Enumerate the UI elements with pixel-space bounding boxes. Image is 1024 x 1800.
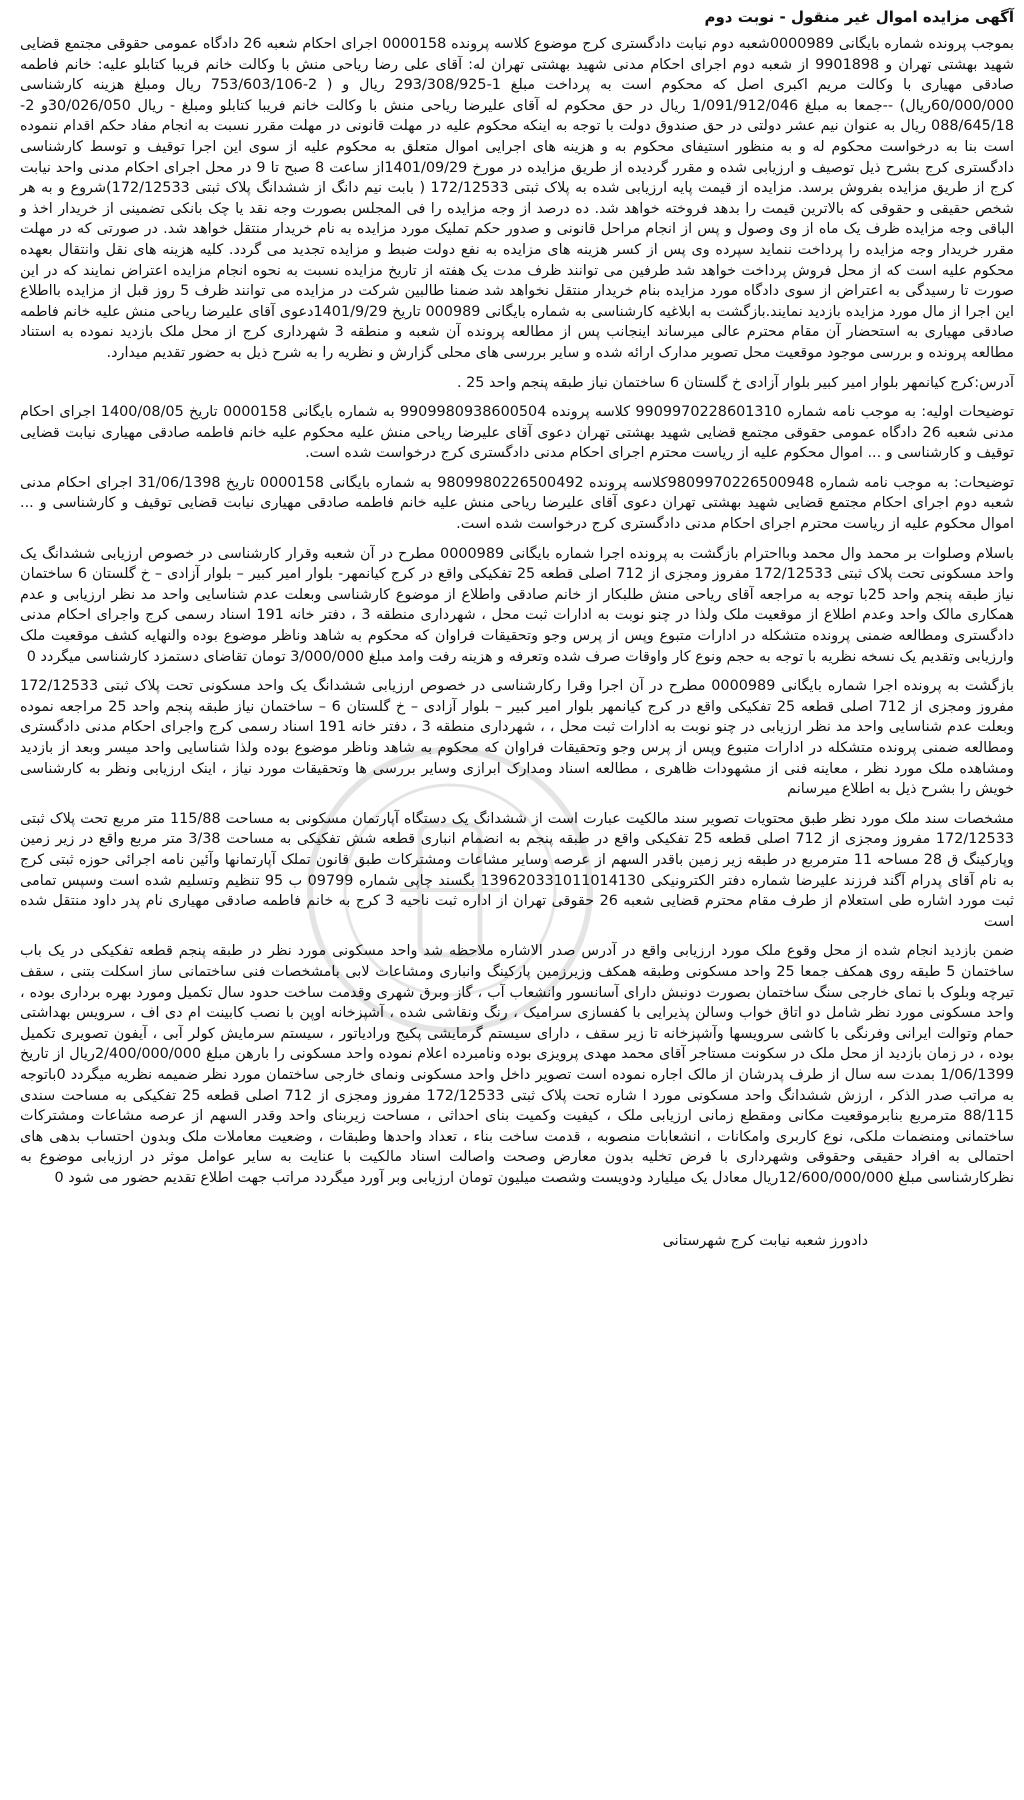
paragraph-notes: توضیحات: به موجب نامه شماره 9809970226500948کلاسه پرونده 9809980226500492 به شماره بایگانی 0000158 تاریخ 31/06/1398 اجرای احکام مدنی شعبه دوم اجرای احکام مجتمع قضایی شهید بهشتی تهران دعوی آقای علیرضا ریاحی منش علیه خانم فاطمه صادقی مهیاری نیابت قضایی توقیف و کارشناسی و ... اموال محکوم علیه از ریاست محترم اجرای احکام مدنی دادگستری کرج درخواست شده است.	[20, 474, 1014, 533]
notice-title: آگهی مزایده اموال غیر منقول - نوبت دوم	[704, 8, 1014, 26]
paragraph-initial-notes: توضیحات اولیه: به موجب نامه شماره 9909970228601310 کلاسه پرونده 9909980938600504 به شماره بایگانی 0000158 تاریخ 1400/08/05 اجرای احکام مدنی شعبه 26 دادگاه عمومی حقوقی مجتمع قضایی شهید بهشتی تهران دعوی آقای علیرضا ریاحی منش علیه محکوم علیه خانم فاطمه صادقی مهیاری نیابت قضایی توقیف و کارشناسی و ... اموال محکوم علیه از ریاست محترم اجرای احکام مدنی دادگستری کرج درخواست شده است.	[20, 404, 1015, 462]
paragraph-deed-specs: مشخصات سند ملک مورد نظر طبق محتویات تصویر سند مالکیت عبارت است از ششدانگ یک دستگاه آپارتمان مسکونی به مساحت 115/88 متر مربع تحت پلاک ثبتی 172/12533 مفروز ومجزی از 712 اصلی قطعه 25 تفکیکی واقع در طبقه پنجم به انضمام انباری قطعه شش تفکیکی به مساحت 3/38 متر مربع واقع در زیر زمین وپارکینگ ق 28 مساحه 11 مترمربع در طبقه زیر زمین باقدر السهم از عرصه وسایر مشاعات ومشترکات طبق قانون تملک آپارتمانها وآئین نامه اجرائی حوزه ثبتی کرج به نام آقای پدرام آگند فرزند علیرضا شماره دفتر الکترونیکی 139620331011014130 بگسند چاپی شماره 09799 ب 95 تنظیم وتسلیم شده است وسپس تمامی ثبت مورد اشاره طی استعلام از طرف مقام محترم قضایی شعبه 26 حقوقی تهران از اداره ثبت ناحیه 3 کرج به خانم فاطمه صادقی مهیاری نام پدر داود منتقل شده است	[20, 810, 1015, 930]
paragraph-expert-return: بازگشت به پرونده اجرا شماره بایگانی 0000989 مطرح در آن اجرا وقرا رکارشناسی در خصوص ارزیابی ششدانگ یک واحد مسکونی تحت پلاک ثبتی 172/12533 مفروز ومجزی از 712 اصلی قطعه 25 تفکیکی واقع در کرج کیانمهر بلوار امیر کبیر – بلوار آزادی – خ گلستان 6 – ساختمان نیاز طبقه پنجم واحد 25 مراجعه نموده وبعلت عدم شناسایی واحد مد نظر ارزیابی در چنو نوبت به ادارات ثبت محل ، ، شهرداری منطقه 3 ، دفتر خانه 191 اسناد رسمی کرج واجرای احکام مدنی دادگستری ومطالعه ضمنی پرونده متشکله در ادارات متبوع وپس از پرس وجو وتحقیقات فراوان که محکوم به شاهد وناظر موضوع بوده ولذا شناسایی واحد میسر وبعد از بازدید ومشاهده ملک مورد نظر ، معاینه فنی از مشهودات ظاهری ، مطالعه اسناد ومدارک ابرازی وسایر بررسی ها وتحقیقات مورد نیاز ، اینک ارزیابی ونظر به کارشناسی خویش را بشرح ذیل به اطلاع میرسانم	[20, 678, 1015, 798]
signature: دادورز شعبه نیابت کرج شهرستانی	[662, 1233, 868, 1250]
paragraph-main: بموجب پرونده شماره بایگانی 0000989شعبه دوم نیابت دادگستری کرج موضوع کلاسه پرونده 0000158 اجرای احکام شعبه 26 دادگاه عمومی حقوقی مجتمع قضایی شهید بهشتی تهران و 9901898 از شعبه دوم اجرای احکام مدنی شهید بهشتی تهران له: آقای علی رضا ریاحی منش با وکالت خانم فریبا کتابلو علیه: خانم فاطمه صادقی مهیاری با وکالت مریم اکبری اصل که محکوم است به پرداخت مبلغ 1-293/308/925 ریال و ( 2-753/603/106 ریال ومبلغ هزینه کارشناسی 60/000/000ریال) --جمعا به مبلغ 1/091/912/046 ریال در حق محکوم له آقای علیرضا ریاحی منش با وکالت خانم فریبا کتابلو ومبلغ - ریال 30/026/050و 2-088/645/18 ریال به عنوان نیم عشر دولتی در حق صندوق دولت با توجه به اینکه محکوم علیه در مهلت قانونی در مهلت مقرر نسبت به انجام مفاد حکم اقدام ننموده است بنا به درخواست محکوم له و به منظور استیفای محکوم به و هزینه های اجرایی اموال متعلق به محکوم علیه از سوی این اجرا توقیف و توسط کارشناسی دادگستری کرج بشرح ذیل توصیف و ارزیابی شده و مقرر گردیده از طریق مزایده در مورخ 1401/09/29از ساعت 8 صبح تا 9 در محل اجرای احکام مدنی واحد نیابت کرج از طریق مزایده بفروش برسد. مزایده از قیمت پایه ارزیابی شده به پلاک ثبتی 172/12533 ( بابت نیم دانگ از ششدانگ پلاک ثبتی 172/12533)شروع و به هر شخص حقیقی و حقوقی که بالاترین قیمت را بدهد فروخته خواهد شد. ده درصد از وجه مزایده را فی المجلس بصورت وجه نقد یا چک بانکی تضمینی از خریدار اخذ و الباقی وجه مزایده ظرف یک ماه از وی وصول و پس از انجام مراحل قانونی و صدور حکم تملیک مورد مزایده به نام خریدار منتقل خواهد شد. در صورتی که در مهلت مقرر خریدار وجه مزایده را پرداخت ننماید سپرده وی پس از کسر هزینه های مزایده به نفع دولت ضبط و مزایده تجدید می گردد. کلیه هزینه های نقل وانتقال بعهده محکوم علیه است که از محل فروش پرداخت خواهد شد طرفین می توانند ظرف مدت یک هفته از تاریخ مزایده نسبت به نحوه انجام مزایده اعتراض نمایند که در این صورت تا رسیدگی به اعتراض از سوی دادگاه مورد مزایده بنام خریدار منتقل نخواهد شد ضمنا طالبین شرکت در مزایده می توانند ظرف 5 روز قبل از مزایده بااطلاع این اجرا از مال مورد مزایده بازدید نمایند.بازگشت به ابلاغیه کارشناسی به شماره بایگانی 000989 تاریخ 1401/9/29دعوی آقای علیرضا ریاحی منش علیه خانم فاطمه صادقی مهیاری به استحضار آن مقام محترم عالی میرساند اینجانب پس از مطالعه پرونده آن شعبه و منطقه 3 شهرداری کرج از محل ملک بازدید نموده به استناد مطالعه پرونده و بررسی موجود موقعیت محل تصویر مدارک ارائه شده و سایر بررسی های محلی گزارش و نظریه را به شرح ذیل به حضور تقدیم میدارد.	[20, 36, 1015, 361]
paragraph-address: آدرس:کرج کیانمهر بلوار امیر کبیر بلوار آزادی خ گلستان 6 ساختمان نیاز طبقه پنجم واحد 25 .	[456, 374, 1014, 391]
paragraph-expert-fee: باسلام وصلوات بر محمد وال محمد وبااحترام بازگشت به پرونده اجرا شماره بایگانی 0000989 مطرح در آن شعبه وقرار کارشناسی در خصوص ارزیابی ششدانگ یک واحد مسکونی تحت پلاک ثبتی 172/12533 مفروز ومجزی از 712 اصلی قطعه 25 تفکیکی واقع در کرج کیانمهر- بلوار امیر کبیر – بلوار آزادی – خ گلستان 6 ساختمان نیاز طبقه پنجم واحد 25با توجه به مراجعه آقای ریاحی منش طلبکار از خانم صادقی واطلاع از موضوع کارشناسی وبعلت عدم شناسایی واحد مد نظر ارزیابی و عدم همکاری مالک واحد وعدم اطلاع از موقعیت ملک ولذا در چنو نوبت به ادارات ثبت محل ، شهرداری منطقه 3 ، دفتر خانه 191 اسناد رسمی کرج واجرای احکام مدنی دادگستری ومطالعه ضمنی پرونده متشکله در ادارات متبوع وپس از پرس وجو وتحقیقات فراوان که محکوم به شاهد وناظر موضوع بوده والنهایه کشف موقعیت ملک وارزیابی وتقدیم یک نسخه نظریه با توجه به حجم ونوع کار واوقات صرف شده وتعرفه و هزینه رفت وامد مبلغ 3/000/000 تومان تقاضای دستمزد کارشناسی میگردد 0	[20, 545, 1015, 665]
paragraph-inspection: ضمن بازدید انجام شده از محل وقوع ملک مورد ارزیابی واقع در آدرس صدر الاشاره ملاحظه شد واحد مسکونی مورد نظر در طبقه پنجم قطعه تفکیکی در یک باب ساختمان 5 طبقه روی همکف جمعا 25 واحد مسکونی وطبقه همکف وزیرزمین پارکینگ وانباری ومشاعات لابی بامشخصات فنی ساختمانی ساز اسکلت بتنی ، سقف تیرچه وبلوک با نمای خارجی سنگ ساختمان بصورت دونبش دارای آسانسور وانشعاب آب ، گاز وبرق شهری وقدمت ساخت حدود سال تکمیل ومورد بهره برداری بوده ، واحد مسکونی مورد نظر شامل دو اتاق خواب وسالن پذیرایی با کفسازی سرامیک ، رنگ ونقاشی شده ، آشپزخانه اوپن با نصب کابینت ام دی اف ، سرویس بهداشتی حمام وتوالت ایرانی وفرنگی با کاشی سرویسها وآشپزخانه تا زیر سقف ، دارای سیستم گرمایشی پکیج ورادیاتور ، سیستم سرمایش کولر آبی ، آیفون تصویری تکمیل بوده ، در زمان بازدید از محل ملک در سکونت مستاجر آقای محمد مهدی پرویزی بوده ونامبرده اعلام نموده واحد مسکونی را بارهن مبلغ 2/400/000/000ریال از تاریخ 1/06/1399 بمدت سه سال از طرف پدرشان از مالک اجاره نموده است تصویر داخل واحد مسکونی ونمای خارجی ساختمان مورد نظر ضمیمه نظریه میگردد 0باتوجه به مراتب صدر الذکر ، ارزش ششدانگ واحد مسکونی مورد ا شاره تحت پلاک ثبتی 172/12533 مفروز ومجزی از 712 اصلی قطعه 25 تفکیکی به مساحت سندی 88/115 مترمربع بنابرموقعیت مکانی ومقطع زمانی ارزیابی ملک ، کیفیت وکمیت بنای احداثی ، مساحت زیربنای واحد وقدر السهم از عرصه مشاعات ومشترکات ساختمانی ومنضمات ملکی، نوع کاربری وامکانات ، انشعابات منصوبه ، قدمت ساخت بناء ، تعداد واحدها وطبقات ، وضعیت معاملات ملک وبدون احتساب بدهی های احتمالی به افراد حقیقی وحقوقی وشهرداری با فرض تخلیه بدون معارض وصحت واصالت اسناد مالکیت با عنایت به سایر عوامل موثر در ارزیابی موضوع به نظرکارشناسی مبلغ 12/600/000/000ریال معادل یک میلیارد ودویست وشصت میلیون تومان ارزیابی وبر آورد میگردد مراتب جهت اطلاع تقدیم حضور می شود 0	[20, 943, 1014, 1186]
